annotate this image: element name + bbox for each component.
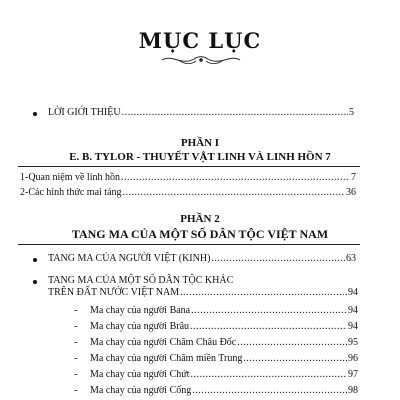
entry-page-number: 97 xyxy=(348,369,358,380)
toc-entry-part1-2[interactable] xyxy=(20,187,356,199)
dash-marker: - xyxy=(74,321,78,332)
entry-label: LỜI GIỚI THIỆU xyxy=(48,107,121,118)
dash-marker: - xyxy=(74,353,78,364)
entry-page-number: 96 xyxy=(348,353,358,364)
entry-label: TRÊN ĐẤT NƯỚC VIỆT NAM xyxy=(48,287,180,298)
entry-page-number: 98 xyxy=(348,385,358,396)
toc-subentry[interactable] xyxy=(90,305,358,317)
bullet-icon xyxy=(33,280,37,284)
dot-leader xyxy=(180,287,347,299)
dot-leader xyxy=(211,253,345,265)
dot-leader xyxy=(122,107,348,119)
title-ornament-icon xyxy=(160,53,242,67)
dash-marker: - xyxy=(74,305,78,316)
bullet-icon xyxy=(33,258,37,262)
divider xyxy=(18,244,360,245)
entry-page-number: 94 xyxy=(348,321,358,332)
bullet-icon xyxy=(33,112,37,116)
part-2-heading: PHẦN 2 xyxy=(180,213,220,225)
part-2-title: TANG MA CỦA MỘT SỐ DÂN TỘC VIỆT NAM xyxy=(71,227,329,241)
entry-label: Ma chay của người Brâu xyxy=(90,321,190,332)
entry-label: TANG MA CỦA NGƯỜI VIỆT (KINH) xyxy=(48,253,211,264)
toc-subentry[interactable] xyxy=(90,337,358,349)
entry-label: TANG MA CỦA MỘT SỐ DÂN TỘC KHÁC xyxy=(48,275,234,286)
part-1-heading: PHẦN I xyxy=(180,137,220,149)
dot-leader xyxy=(121,172,350,184)
entry-page-number: 94 xyxy=(348,287,358,298)
toc-entry-others-line1[interactable] xyxy=(48,275,356,287)
entry-page-number: 5 xyxy=(349,107,354,118)
toc-entry-others-line2[interactable] xyxy=(48,287,358,299)
dot-leader xyxy=(243,353,347,365)
entry-page-number: 36 xyxy=(346,187,356,198)
toc-entry-part1-1[interactable] xyxy=(20,172,356,184)
toc-entry-intro[interactable] xyxy=(48,107,354,119)
toc-title: MỤC LỤC xyxy=(138,28,262,53)
dash-marker: - xyxy=(74,337,78,348)
entry-page-number: 94 xyxy=(348,305,358,316)
entry-label: 1-Quan niệm về linh hồn xyxy=(20,172,120,183)
toc-subentry[interactable] xyxy=(90,369,358,381)
entry-label: Ma chay của người Bana xyxy=(90,305,191,316)
entry-page-number: 95 xyxy=(348,337,358,348)
dot-leader xyxy=(123,187,345,199)
entry-label: 2-Các hình thức mai táng xyxy=(20,187,122,198)
entry-label: Ma chay của người Chăm Châu Đốc xyxy=(90,337,237,348)
dash-marker: - xyxy=(74,369,78,380)
toc-entry-kinh[interactable] xyxy=(48,253,356,265)
dot-leader xyxy=(237,337,347,349)
entry-label: Ma chay của người Chăm miền Trung xyxy=(90,353,243,364)
part-1-title: E. B. TYLOR - THUYẾT VẬT LINH VÀ LINH HỒN 7 xyxy=(69,151,331,163)
dot-leader xyxy=(192,385,347,397)
entry-label: Ma chay của người Cống xyxy=(90,385,192,396)
dash-marker: - xyxy=(74,385,78,396)
dot-leader xyxy=(190,369,347,381)
divider xyxy=(18,166,360,167)
entry-page-number: 7 xyxy=(351,172,356,183)
entry-label: Ma chay của người Chứt xyxy=(90,369,190,380)
toc-subentry[interactable] xyxy=(90,321,358,333)
toc-subentry[interactable] xyxy=(90,385,358,397)
dot-leader xyxy=(191,305,347,317)
dot-leader xyxy=(190,321,347,333)
entry-page-number: 63 xyxy=(346,253,356,264)
toc-subentry[interactable] xyxy=(90,353,358,365)
